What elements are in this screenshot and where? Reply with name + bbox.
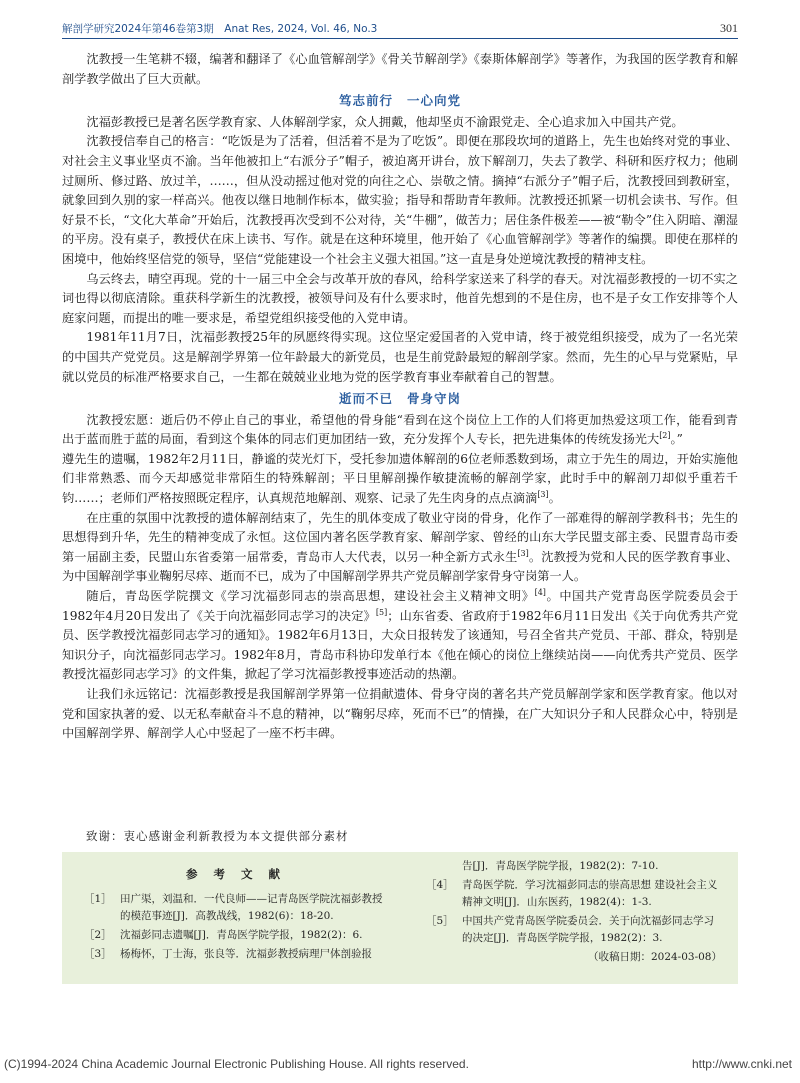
acknowledgement: 致谢：衷心感谢金利新教授为本文提供部分素材: [86, 829, 349, 843]
references-title: 参 考 文 献: [185, 867, 286, 881]
paragraph: 遵先生的遗嘱，1982年2月11日，静谧的荧光灯下，受托参加遗体解剖的6位老师悉数到场，肃立于先生的周边，开始实施他们非常熟悉、而今天却感觉非常陌生的特殊解剖；平日里解剖操作敏捷流畅的解剖学家，此时手中的解剖刀却似乎重若千钧……；老师们严格按照既定程序，认真规范地解剖、观察、记录了先生肉身的点点滴滴[3]。: [62, 451, 738, 506]
paragraph: 1981年11月7日，沈福彭教授25年的夙愿终得实现。这位坚定爱国者的入党申请，终于被党组织接受，成为了一名光荣的中国共产党党员。这是解剖学界第一位年龄最大的新党员，也是生前党龄最短的解剖学家。然而，先生的心早与党紧贴，早就以党员的标准严格要求自己，一生都在兢兢业业地为党的医学教育事业奉献着自己的智慧。: [62, 330, 738, 384]
reference-continuation: 告[J]．青岛医学院学报，1982(2)：7-10.: [462, 860, 659, 872]
paragraph: 随后，青岛医学院撰文《学习沈福彭同志的崇高思想，建设社会主义精神文明》[4]。中国共产党青岛医学院委员会于1982年4月20日发出了《关于向沈福彭同志学习的决定》[5]；山东省委、省政府于1982年6月11日发出《关于向优秀共产党员、医学教授沈福彭同志学习的通知》。1982年6月13日，大众日报转发了该通知，号召全省共产党员、干部、群众，特别是知识分子，向沈福彭同志学习。1982年8月，青岛市科协印发单行本《他在倾心的岗位上继续站岗——向优秀共产党员、医学教授沈福彭同志学习》的文件集，掀起了学习沈福彭教授事迹活动的热潮。: [62, 587, 739, 682]
paragraph: 沈福彭教授已是著名医学教育家、人体解剖学家，众人拥戴，他却坚贞不渝跟党走、全心追求加入中国共产党。: [86, 114, 684, 129]
citation[interactable]: [2]: [659, 431, 671, 441]
references-box: [62, 852, 738, 984]
paragraph: 让我们永远铭记：沈福彭教授是我国解剖学界第一位捐献遗体、骨身守岗的著名共产党员解剖学家和医学教育家。他以对党和国家执著的爱、以无私奉献奋斗不息的精神，以“鞠躬尽瘁，死而不已”的情操，在广大知识分子和人民群众心中，特别是中国解剖学界、解剖学人心中竖起了一座不朽丰碑。: [62, 687, 738, 741]
section-title-2-b: 骨身守岗: [407, 391, 462, 407]
section-title-1-b: 一心向党: [407, 93, 462, 109]
paragraph: 沈教授宏愿：逝后仍不停止自己的事业，希望他的骨身能“看到在这个岗位上工作的人们将更加热爱这项工作，能看到青出于蓝而胜于蓝的局面，看到这个集体的同志们更加团结一致，充分发挥个人专长，把先进集体的传统发扬光大[2]。”: [62, 412, 738, 447]
paragraph: 乌云终去，晴空再现。党的十一届三中全会与改革开放的春风，给科学家送来了科学的春天。对沈福彭教授的一切不实之词也得以彻底清除。重获科学新生的沈教授，被领导问及有什么要求时，他首先想到的不是住房，也不是子女工作安排等个人庭家问题，而提出的唯一要求是，希望党组织接受他的入党申请。: [62, 271, 738, 325]
references-left-column: [80, 866, 392, 965]
section-title-1-a: 笃志前行: [338, 93, 393, 109]
reference-item: ［3］ 杨梅怀，丁士海，张良等．沈福彭教授病理尸体剖验报: [84, 948, 372, 960]
page-footer: [0, 1055, 800, 1075]
copyright-notice: (C)1994-2024 China Academic Journal Electronic Publishing House. All rights reserved.: [4, 1057, 469, 1071]
received-date: （收稿日期：2024-03-08）: [587, 951, 722, 963]
article-body: [62, 50, 738, 744]
page-header: [62, 18, 738, 39]
section-title-1: [62, 91, 738, 111]
citation[interactable]: [3]: [517, 548, 529, 558]
reference-item: ［2］ 沈福彭同志遗嘱[J]．青岛医学院学报，1982(2)：6.: [84, 929, 363, 941]
intro-paragraph: 沈教授一生笔耕不辍，编著和翻译了《心血管解剖学》《骨关节解剖学》《泰斯体解剖学》等著作，为我国的医学教育和解剖学教学做出了巨大贡献。: [62, 52, 738, 86]
cnki-link[interactable]: http://www.cnki.net: [691, 1057, 792, 1071]
reference-item: ［4］ 青岛医学院．学习沈福彭同志的崇高思想 建设社会主义精神文明[J]．山东医药，1982(4)：1-3.: [426, 879, 718, 908]
section-title-2-a: 逝而不已: [338, 391, 393, 407]
reference-item: ［1］ 田广渠，刘温和．一代良师——记青岛医学院沈福彭教授的模范事迹[J]．高教战线，1982(6)：18-20.: [84, 893, 383, 922]
citation[interactable]: [4]: [534, 587, 546, 597]
journal-info: 解剖学研究2024年第46卷第3期 Anat Res, 2024, Vol. 46, No.3: [62, 23, 378, 35]
paragraph: 沈教授信奉自己的格言：“吃饭是为了活着，但活着不是为了吃饭”。即便在那段坎坷的道路上，先生也始终对党的事业、对社会主义事业坚贞不渝。当年他被扣上“右派分子”帽子，被迫离开讲台，放下解剖刀，失去了教学、科研和医疗权力；他刷过厕所、修过路、放过羊，……，但从没动摇过他对党的向往之心、崇敬之情。摘掉“右派分子”帽子后，沈教授回到教研室，就象回到久别的家一样高兴。他夜以继日地制作标本，做实验；指导和帮助青年教师。沈教授还抓紧一切机会读书、写作。但好景不长，“文化大革命”开始后，沈教授再次受到不公对待，关“牛棚”，做苦力；居住条件极差——被“勒令”住入阴暗、潮湿的平房。没有桌子，教授伏在床上读书、写作。就是在这种环境里，他开始了《心血管解剖学》等著作的编撰。即使在那样的困境中，他始终坚信党的领导，坚信“党能建设一个社会主义强大祖国。”这一直是身处逆境沈教授的精神支柱。: [62, 134, 738, 266]
section-title-2: [62, 389, 738, 409]
page-number: 301: [720, 21, 738, 35]
reference-item: ［5］ 中国共产党青岛医学院委员会．关于向沈福彭同志学习的决定[J]．青岛医学院学报，1982(2)：3.: [426, 915, 714, 944]
paragraph: 在庄重的氛围中沈教授的遗体解剖结束了，先生的肌体变成了敬业守岗的骨身，化作了一部难得的解剖学教科书；先生的思想得到升华，先生的精神变成了永恒。这位国内著名医学教育家、解剖学家、曾经的山东大学民盟支部主委、民盟青岛市委第一届副主委，民盟山东省委第一届常委，青岛市人大代表，以另一种全新方式永生[3]。沈教授为党和人民的医学教育事业、为中国解剖学事业鞠躬尽瘁、逝而不已，成为了中国解剖学界共产党员解剖学家骨身守岗第一人。: [62, 510, 739, 584]
citation[interactable]: [3]: [537, 490, 549, 499]
citation[interactable]: [5]: [375, 607, 388, 617]
references-right-column: [422, 858, 722, 966]
